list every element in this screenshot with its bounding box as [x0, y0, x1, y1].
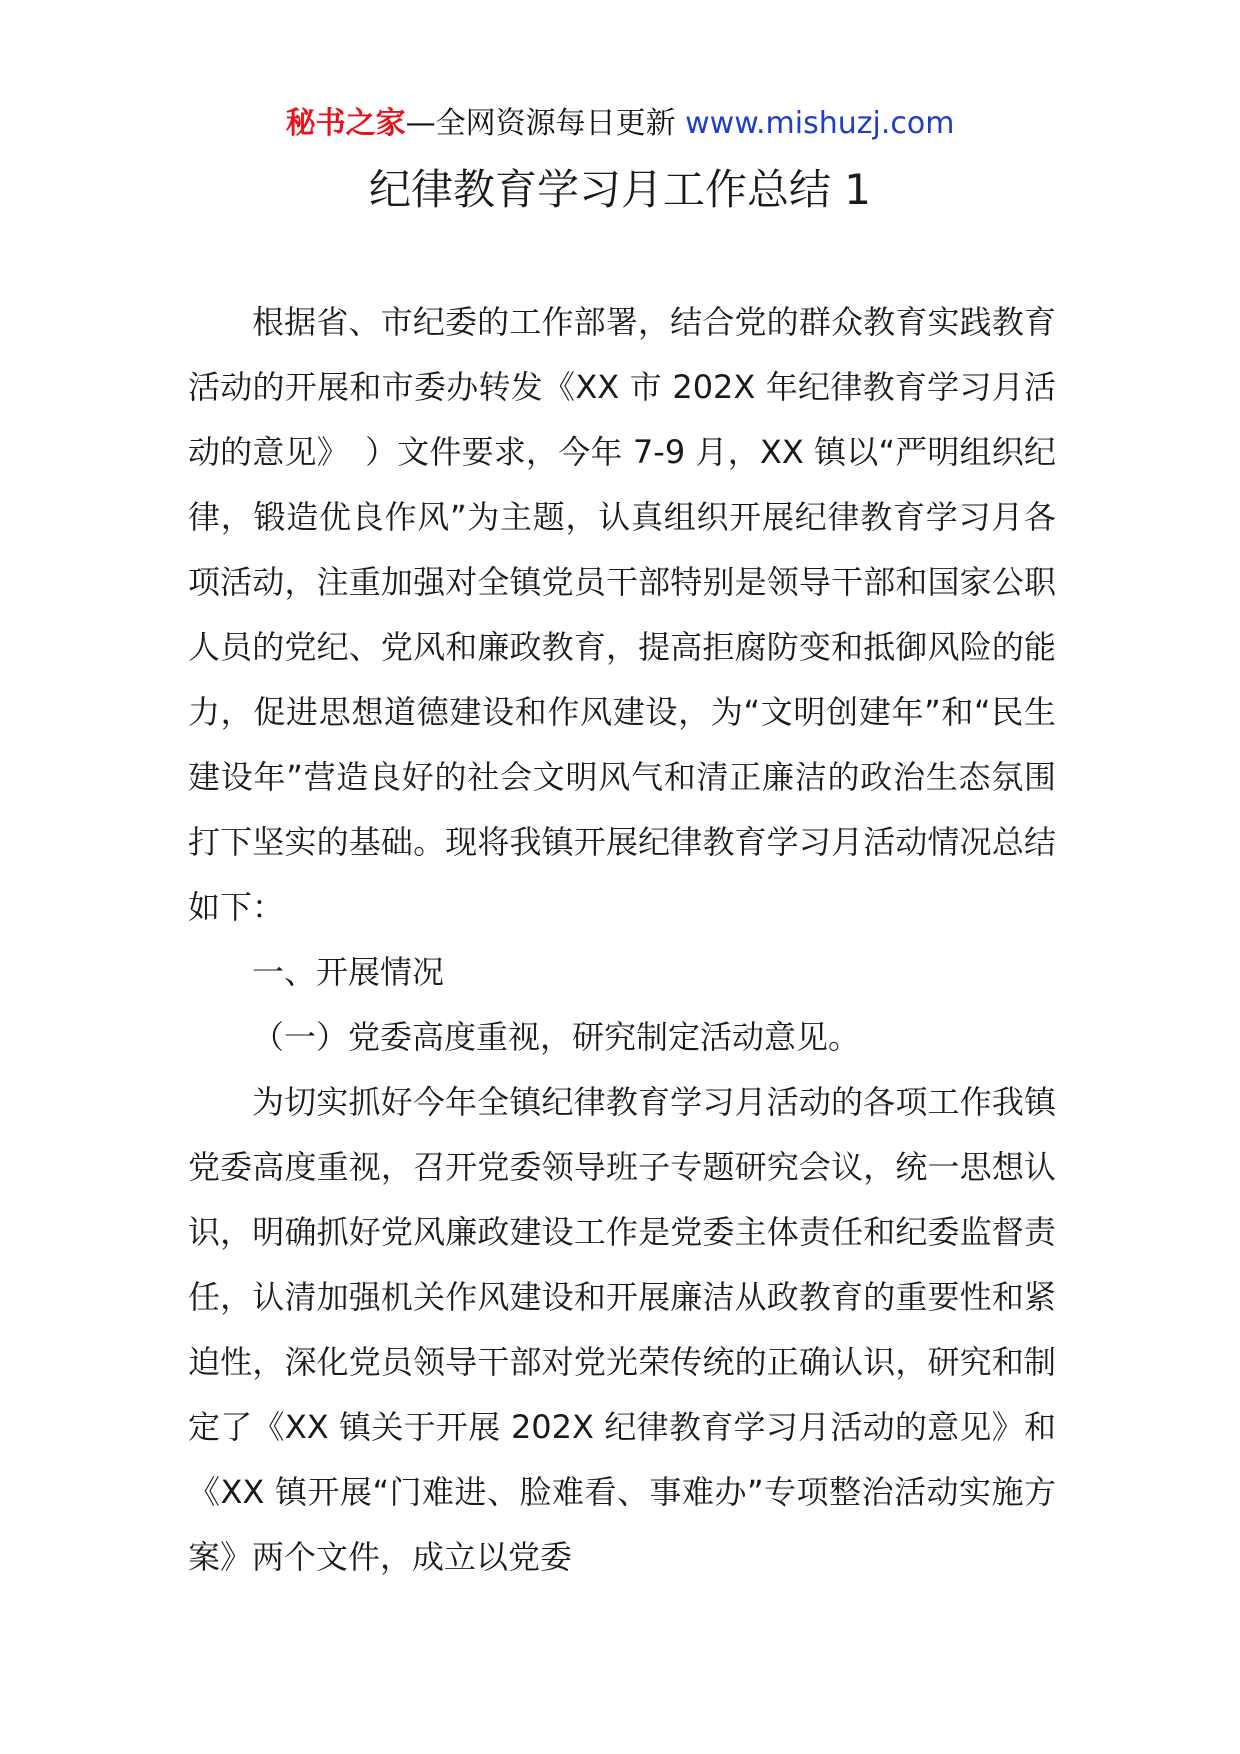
paragraph-intro: 根据省、市纪委的工作部署，结合党的群众教育实践教育活动的开展和市委办转发《XX 市 202X 年纪律教育学习月活动的意见》 ）文件要求，今年 7-9 月，XX 镇以“严明组织纪律，锻造优良作风”为主题，认真组织开展纪律教育学习月各项活动，注重加强对全镇党员干部特别是领导干部和国家公职人员的党纪、党风和廉政教育，提高拒腐防变和抵御风险的能力，促进思想道德建设和作风建设，为“文明创建年”和“民生建设年”营造良好的社会文明风气和清正廉洁的政治生态氛围打下坚实的基础。现将我镇开展纪律教育学习月活动情况总结如下： [188, 303, 1056, 926]
subsection-heading: （一）党委高度重视，研究制定活动意见。 [252, 1018, 861, 1056]
document-body [188, 290, 1056, 1590]
section-heading: 一、开展情况 [252, 953, 445, 991]
paragraph-detail: 为切实抓好今年全镇纪律教育学习月活动的各项工作我镇党委高度重视，召开党委领导班子专题研究会议，统一思想认识，明确抓好党风廉政建设工作是党委主体责任和纪委监督责任，认清加强机关作风建设和开展廉洁从政教育的重要性和紧迫性，深化党员领导干部对党光荣传统的正确认识，研究和制定了《XX 镇关于开展 202X 纪律教育学习月活动的意见》和《XX 镇开展“门难进、脸难看、事难办”专项整治活动实施方案》两个文件，成立以党委 [188, 1083, 1056, 1576]
document-title: 纪律教育学习月工作总结 1 [368, 165, 872, 214]
header-tagline: —全网资源每日更新 [405, 106, 686, 141]
site-url-link[interactable]: www.mishuzj.com [685, 106, 955, 141]
brand-name: 秘书之家 [285, 106, 406, 141]
site-header [0, 104, 1240, 144]
